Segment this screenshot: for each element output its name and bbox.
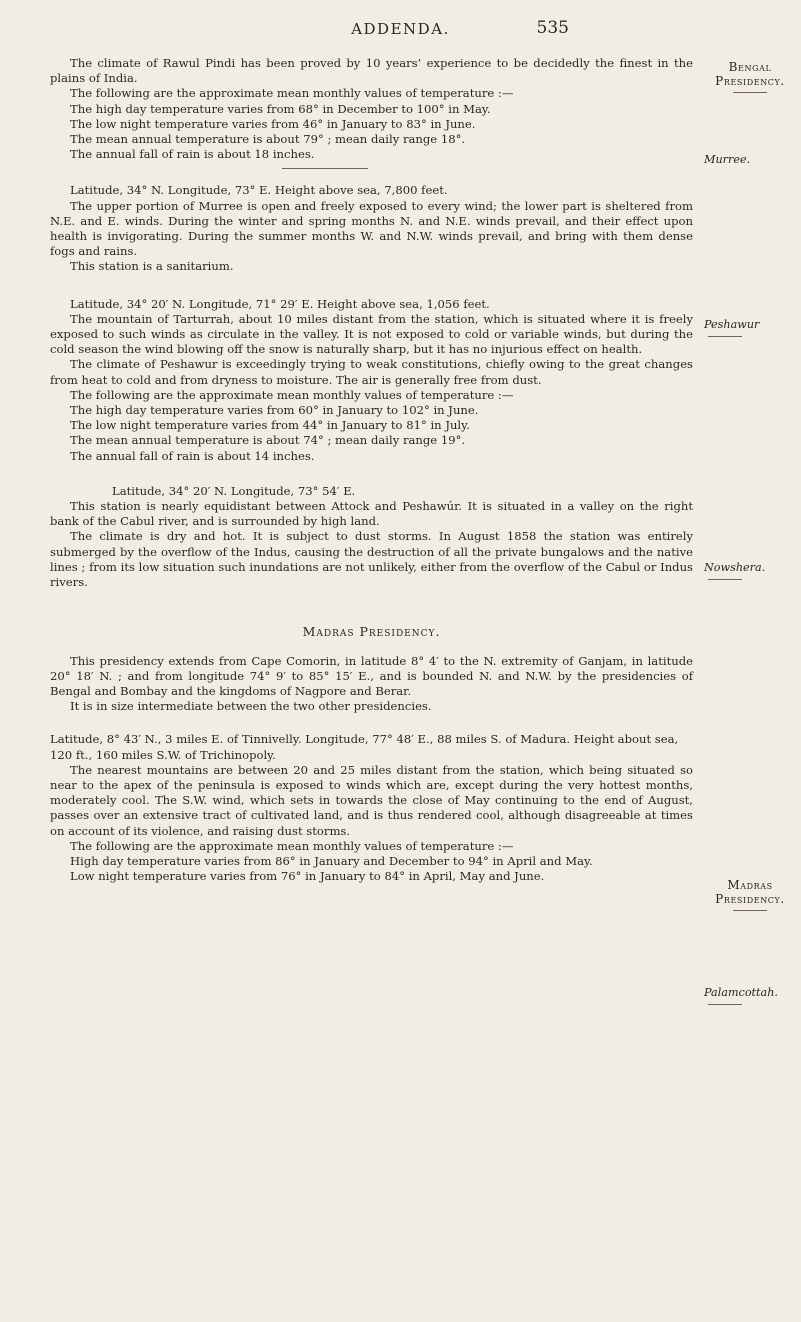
section-divider xyxy=(282,168,368,169)
margin-note-rule xyxy=(708,1004,742,1005)
margin-note-rule xyxy=(733,92,767,93)
coordinates-line: Latitude, 34° 20′ N. Longitude, 73° 54′ E. xyxy=(112,483,356,498)
paragraph: The mountain of Tarturrah, about 10 miles distant from the station, which is situated where it is freely exposed to such winds as circulate in the valley. It is not exposed to cold or variable winds, but during the cold season the wind blowing off the snow is naturally sharp, but it has no injurious effect on health. xyxy=(50,311,693,357)
paragraph: The climate is dry and hot. It is subject to dust storms. In August 1858 the station was entirely submerged by the overflow of the Indus, causing the destruction of all the private bungalows and the native lines ; from its low situation such inundations are not unlikely, either from the overflow of the Cabul or Indus rivers. xyxy=(50,529,693,590)
margin-note-rule xyxy=(708,579,742,580)
margin-note-nowshera xyxy=(704,561,796,580)
text-line: The following are the approximate mean monthly values of temperature :— xyxy=(70,86,514,101)
section-murree xyxy=(50,183,693,274)
text-line: The low night temperature varies from 46° in January to 83° in June. xyxy=(70,116,476,131)
text-line: The annual fall of rain is about 14 inches. xyxy=(70,448,315,463)
text-line: It is in size intermediate between the two other presidencies. xyxy=(70,699,432,714)
margin-note-bengal-presidency xyxy=(704,60,796,93)
section-palamcottah xyxy=(50,732,693,884)
text-line: The low night temperature varies from 44° in January to 81° in July. xyxy=(70,418,470,433)
coordinates-line: Latitude, 34° N. Longitude, 73° E. Height above sea, 7,800 feet. xyxy=(70,183,448,198)
margin-note-rule xyxy=(708,336,742,337)
margin-note-nowshera-label: Nowshera. xyxy=(704,561,766,574)
paragraph: The climate of Rawul Pindi has been proved by 10 years’ experience to be decidedly the finest in the plains of India. xyxy=(50,56,693,86)
margin-note-murree xyxy=(704,153,796,167)
text-line: The mean annual temperature is about 79° ; mean daily range 18°. xyxy=(70,132,466,147)
paragraph: The upper portion of Murree is open and freely exposed to every wind; the lower part is sheltered from N.E. and E. winds. During the winter and spring months N. and N.E. winds prevail, and their effect upon health is invigorating. During the summer months W. and N.W. winds prevail, and bring with them dense fogs and rains. xyxy=(50,198,693,259)
text-line: The following are the approximate mean monthly values of temperature :— xyxy=(70,838,514,853)
margin-note-madras-line2: Presidency. xyxy=(715,892,785,906)
margin-note-bengal-line1: Bengal xyxy=(728,60,772,74)
text-line: The high day temperature varies from 68° in December to 100° in May. xyxy=(70,101,491,116)
section-rawul-pindi xyxy=(50,56,693,169)
section-madras xyxy=(50,654,693,715)
text-line: The mean annual temperature is about 74° ; mean daily range 19°. xyxy=(70,433,466,448)
text-line: High day temperature varies from 86° in January and December to 94° in April and May. xyxy=(70,853,593,868)
running-head-title: ADDENDA. xyxy=(351,20,450,38)
heading-text: Madras Presidency. xyxy=(302,624,441,640)
coordinates-line: Latitude, 8° 43′ N., 3 miles E. of Tinnivelly. Longitude, 77° 48′ E., 88 miles S. of Madura. Height about sea, 120 ft., 160 miles S.W. of Trichinopoly. xyxy=(50,732,679,762)
paragraph: This station is nearly equidistant between Attock and Peshawúr. It is situated in a valley on the right bank of the Cabul river, and is surrounded by high land. xyxy=(50,499,693,529)
margin-note-palamcottah-label: Palamcottah. xyxy=(704,986,778,999)
margin-note-palamcottah xyxy=(704,986,796,1005)
text-line: The annual fall of rain is about 18 inches. xyxy=(70,147,315,162)
section-heading-madras xyxy=(50,624,693,639)
paragraph: The climate of Peshawur is exceedingly trying to weak constitutions, chiefly owing to the great changes from heat to cold and from dryness to moisture. The air is generally free from dust. xyxy=(50,357,693,387)
margin-note-murree-label: Murree. xyxy=(704,153,751,166)
text-line: The high day temperature varies from 60° in January to 102° in June. xyxy=(70,403,479,418)
page-number: 535 xyxy=(536,18,569,38)
margin-note-peshawur-label: Peshawur xyxy=(704,318,760,331)
margin-note-rule xyxy=(733,910,767,911)
main-text-column xyxy=(50,56,693,898)
margin-note-bengal-line2: Presidency. xyxy=(715,74,785,88)
running-head xyxy=(0,20,801,44)
paragraph: The nearest mountains are between 20 and 25 miles distant from the station, which being situated so near to the apex of the peninsula is exposed to winds which are, except during the very hottest months, moderately cool. The S.W. wind, which sets in towards the close of May continuing to the end of August, passes over an extensive tract of cultivated land, and is thus rendered cool, although disagreeable at times on account of its violence, and raising dust storms. xyxy=(50,762,693,838)
section-nowshera xyxy=(50,484,693,590)
text-line: The following are the approximate mean monthly values of temperature :— xyxy=(70,387,514,402)
text-line: Low night temperature varies from 76° in January to 84° in April, May and June. xyxy=(70,869,545,884)
section-peshawur xyxy=(50,297,693,464)
margin-note-madras-presidency xyxy=(704,878,796,911)
paragraph: This presidency extends from Cape Comorin, in latitude 8° 4′ to the N. extremity of Ganjam, in latitude 20° 18′ N. ; and from longitude 74° 9′ to 85° 15′ E., and is bounded N. and N.W. by the presidencies of Bengal and Bombay and the kingdoms of Nagpore and Berar. xyxy=(50,653,693,698)
coordinates-line: Latitude, 34° 20′ N. Longitude, 71° 29′ E. Height above sea, 1,056 feet. xyxy=(70,296,490,311)
margin-note-peshawur xyxy=(704,318,796,337)
text-line: This station is a sanitarium. xyxy=(70,259,234,274)
margin-note-madras-line1: Madras xyxy=(727,878,773,892)
